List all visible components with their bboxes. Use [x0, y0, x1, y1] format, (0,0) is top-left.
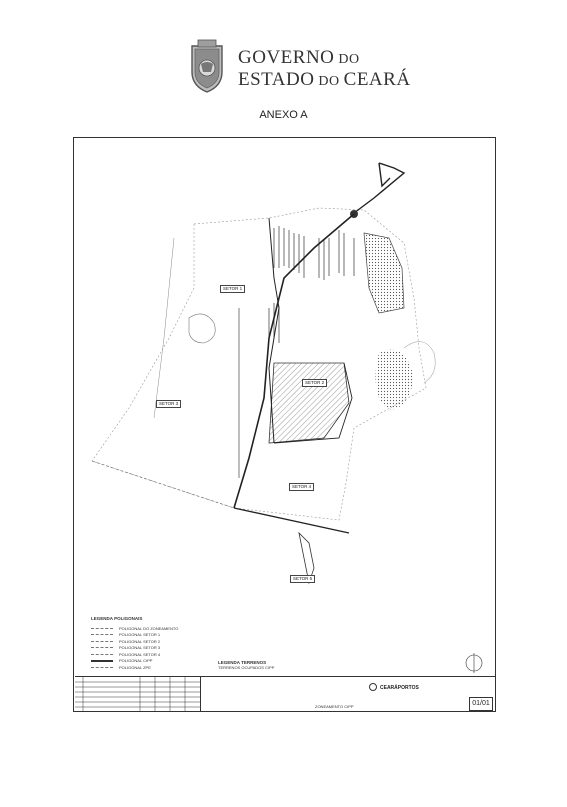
government-header	[186, 38, 411, 94]
legend-item: POLIGONAL SETOR 2	[91, 638, 221, 645]
revision-table	[75, 677, 201, 712]
sheet-number: 01/01	[469, 697, 493, 711]
legend-item: POLIGONAL CIPP	[91, 658, 221, 665]
sector-label: SETOR 4	[289, 483, 314, 491]
legend-title: LEGENDA POLIGONAIS	[91, 616, 143, 621]
terrain-legend-title: LEGENDA TERRENOS	[218, 660, 267, 665]
legend-item: POLIGONAL ZPE	[91, 664, 221, 671]
drawing-title-block	[75, 676, 495, 711]
project-name: ZONEAMENTO CIPP	[315, 704, 354, 709]
annex-title: ANEXO A	[259, 109, 308, 121]
company-logo-icon	[368, 683, 378, 691]
company-name: CEARÁPORTOS	[380, 685, 419, 691]
terrain-legend	[218, 660, 274, 670]
sector-label: SETOR 3	[156, 400, 181, 408]
legend-item: POLIGONAL DO ZONEAMENTO	[91, 625, 221, 632]
government-title: GOVERNO DO ESTADO DO CEARÁ	[238, 47, 411, 90]
legend-item: POLIGONAL SETOR 1	[91, 632, 221, 639]
sector-label: SETOR 1	[220, 285, 245, 293]
terrain-legend-item: TERRENOS OCUPADOS CIPP	[218, 665, 275, 670]
state-seal-icon	[186, 38, 228, 94]
sector-label: SETOR 5	[290, 575, 315, 583]
legend-item: POLIGONAL SETOR 4	[91, 651, 221, 658]
sector-label: SETOR 2	[302, 379, 327, 387]
polygon-legend	[91, 616, 221, 671]
legend-item: POLIGONAL SETOR 3	[91, 645, 221, 652]
